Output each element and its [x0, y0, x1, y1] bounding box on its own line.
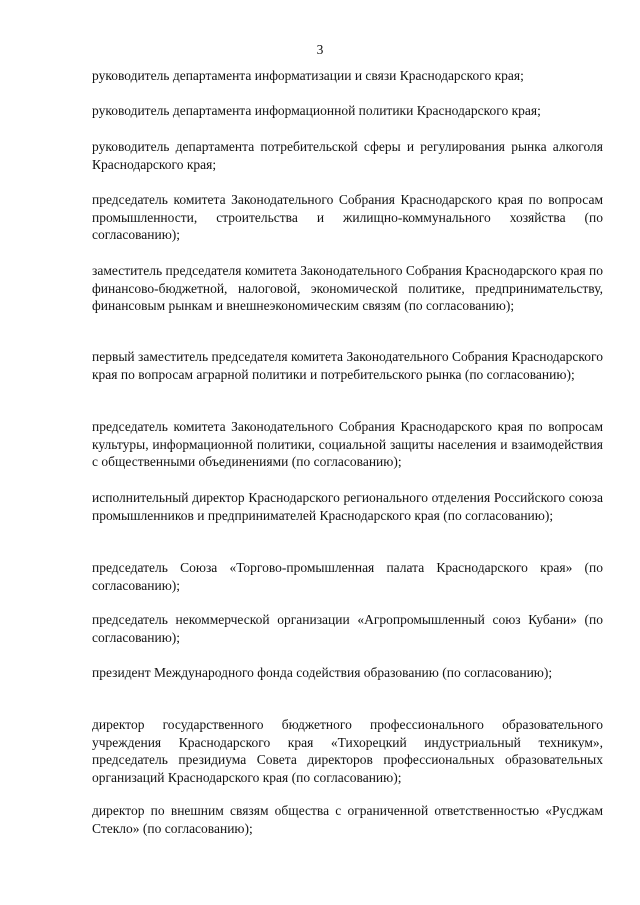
list-item: заместитель председателя комитета Законодательного Собрания Краснодарского края по финансово-бюджетной, налоговой, экономической политике, предпринимательству, финансовым рынкам и внешнеэкономическим связям (по согласованию); [92, 263, 603, 313]
list-item: председатель некоммерческой организации «Агропромышленный союз Кубани» (по согласованию); [92, 612, 603, 645]
list-item: президент Международного фонда содействия образованию (по согласованию); [92, 665, 553, 680]
list-item: директор государственного бюджетного профессионального образовательного учреждения Краснодарского края «Тихорецкий индустриальный техникум», председатель президиума Совета директоров профессиональных образовательных организаций Краснодарского края (по согласованию); [92, 717, 603, 785]
list-item: председатель комитета Законодательного Собрания Краснодарского края по вопросам культуры, информационной политики, социальной защиты населения и взаимодействия с общественными объединениями (по согласованию); [92, 419, 603, 469]
list-item: руководитель департамента информационной политики Краснодарского края; [92, 103, 541, 118]
list-item: исполнительный директор Краснодарского регионального отделения Российского союза промышленников и предпринимателей Краснодарского края (по согласованию); [92, 490, 603, 523]
list-item: руководитель департамента потребительской сферы и регулирования рынка алкоголя Краснодарского края; [92, 139, 603, 172]
list-item: руководитель департамента информатизации и связи Краснодарского края; [92, 68, 524, 83]
page-number: 3 [316, 42, 324, 57]
list-item: первый заместитель председателя комитета Законодательного Собрания Краснодарского края по вопросам аграрной политики и потребительского рынка (по согласованию); [92, 349, 603, 382]
list-item: председатель комитета Законодательного Собрания Краснодарского края по вопросам промышленности, строительства и жилищно-коммунального хозяйства (по согласованию); [92, 192, 603, 242]
list-item: председатель Союза «Торгово-промышленная палата Краснодарского края» (по согласованию); [92, 560, 603, 593]
list-item: директор по внешним связям общества с ограниченной ответственностью «Русджам Стекло» (по согласованию); [92, 803, 603, 836]
